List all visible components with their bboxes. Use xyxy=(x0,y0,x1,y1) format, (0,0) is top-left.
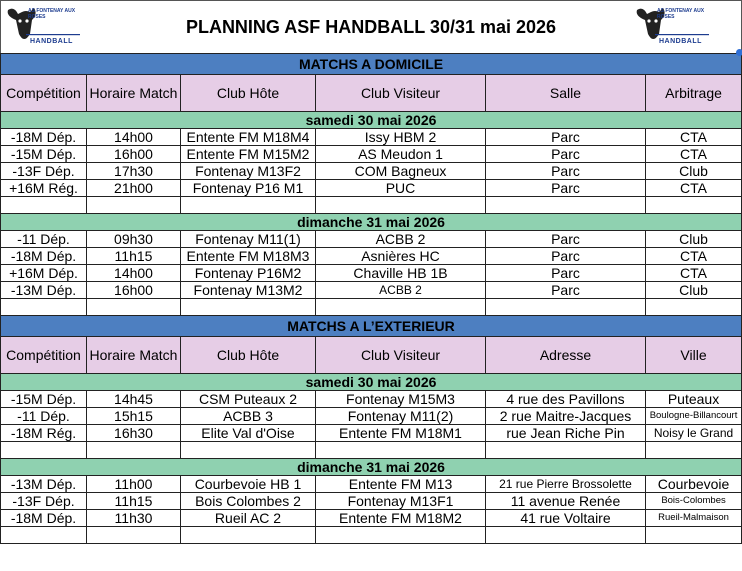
match-cell: Parc xyxy=(486,282,646,299)
section-title: MATCHS A L’EXTERIEUR xyxy=(1,316,742,337)
column-header: Horaire Match xyxy=(87,337,181,374)
match-cell: Asnières HC xyxy=(316,248,486,265)
empty-cell xyxy=(181,442,316,459)
match-cell: Courbevoie HB 1 xyxy=(181,476,316,493)
match-cell: Club xyxy=(646,282,742,299)
match-cell: -18M Dép. xyxy=(1,248,87,265)
match-cell: -13F Dép. xyxy=(1,163,87,180)
column-header: Club Hôte xyxy=(181,75,316,112)
empty-cell xyxy=(87,442,181,459)
match-cell: ACBB 2 xyxy=(316,231,486,248)
match-cell: Parc xyxy=(486,129,646,146)
page-title: PLANNING ASF HANDBALL 30/31 mai 2026 xyxy=(185,17,557,37)
date-label: samedi 30 mai 2026 xyxy=(1,374,742,391)
match-cell: CTA xyxy=(646,146,742,163)
match-cell: -15M Dép. xyxy=(1,146,87,163)
match-cell: Boulogne-Billancourt xyxy=(646,408,742,425)
match-cell: -18M Dép. xyxy=(1,129,87,146)
match-cell: Parc xyxy=(486,231,646,248)
date-label: samedi 30 mai 2026 xyxy=(1,112,742,129)
column-header: Club Hôte xyxy=(181,337,316,374)
selection-handle[interactable] xyxy=(736,49,742,56)
match-cell: Entente FM M18M2 xyxy=(316,510,486,527)
match-cell: 11h30 xyxy=(87,510,181,527)
home-section-header xyxy=(1,54,742,75)
match-cell: Elite Val d'Oise xyxy=(181,425,316,442)
date-row xyxy=(1,374,742,391)
match-cell: 14h45 xyxy=(87,391,181,408)
match-cell: -13F Dép. xyxy=(1,493,87,510)
column-header: Arbitrage xyxy=(646,75,742,112)
match-cell: CTA xyxy=(646,248,742,265)
page-header xyxy=(0,0,742,53)
match-cell: 14h00 xyxy=(87,265,181,282)
match-cell: Bois-Colombes xyxy=(646,493,742,510)
match-cell: -13M Dép. xyxy=(1,476,87,493)
match-cell: 16h00 xyxy=(87,282,181,299)
match-row xyxy=(1,248,742,265)
match-cell: Entente FM M18M4 xyxy=(181,129,316,146)
empty-cell xyxy=(486,442,646,459)
match-cell: Entente FM M15M2 xyxy=(181,146,316,163)
match-cell: ACBB 2 xyxy=(316,282,486,299)
match-cell: 11h15 xyxy=(87,248,181,265)
match-cell: -11 Dép. xyxy=(1,408,87,425)
match-cell: Entente FM M18M3 xyxy=(181,248,316,265)
match-cell: Fontenay M13F2 xyxy=(181,163,316,180)
match-cell: Entente FM M18M1 xyxy=(316,425,486,442)
match-cell: Club xyxy=(646,163,742,180)
date-row xyxy=(1,459,742,476)
empty-cell xyxy=(316,442,486,459)
empty-cell xyxy=(1,527,87,544)
away-column-headers xyxy=(1,337,742,374)
match-cell: 21 rue Pierre Brossolette xyxy=(486,476,646,493)
match-cell: 17h30 xyxy=(87,163,181,180)
match-cell: -13M Dép. xyxy=(1,282,87,299)
column-header: Horaire Match xyxy=(87,75,181,112)
match-cell: 4 rue des Pavillons xyxy=(486,391,646,408)
empty-cell xyxy=(316,527,486,544)
date-row xyxy=(1,214,742,231)
match-cell: CTA xyxy=(646,180,742,197)
empty-cell xyxy=(181,527,316,544)
empty-cell xyxy=(646,442,742,459)
match-cell: CTA xyxy=(646,129,742,146)
match-cell: Parc xyxy=(486,163,646,180)
match-cell: ACBB 3 xyxy=(181,408,316,425)
match-row xyxy=(1,391,742,408)
empty-cell xyxy=(181,299,316,316)
match-cell: COM Bagneux xyxy=(316,163,486,180)
match-row xyxy=(1,180,742,197)
empty-cell xyxy=(316,299,486,316)
away-section-header xyxy=(1,316,742,337)
match-cell: Issy HBM 2 xyxy=(316,129,486,146)
match-cell: CTA xyxy=(646,265,742,282)
match-row xyxy=(1,282,742,299)
match-row xyxy=(1,265,742,282)
match-cell: 14h00 xyxy=(87,129,181,146)
match-row xyxy=(1,493,742,510)
empty-cell xyxy=(316,197,486,214)
match-cell: -18M Dép. xyxy=(1,510,87,527)
match-cell: Fontenay M13F1 xyxy=(316,493,486,510)
match-cell: -11 Dép. xyxy=(1,231,87,248)
club-logo-right xyxy=(633,4,711,50)
match-cell: Noisy le Grand xyxy=(646,425,742,442)
match-cell: Parc xyxy=(486,146,646,163)
match-cell: Entente FM M13 xyxy=(316,476,486,493)
empty-row xyxy=(1,197,742,214)
empty-cell xyxy=(646,527,742,544)
match-cell: Rueil-Malmaison xyxy=(646,510,742,527)
empty-cell xyxy=(1,442,87,459)
empty-cell xyxy=(87,527,181,544)
match-row xyxy=(1,146,742,163)
match-cell: Fontenay M13M2 xyxy=(181,282,316,299)
match-cell: 16h00 xyxy=(87,146,181,163)
match-cell: Parc xyxy=(486,248,646,265)
column-header: Club Visiteur xyxy=(316,337,486,374)
empty-cell xyxy=(486,197,646,214)
match-cell: Rueil AC 2 xyxy=(181,510,316,527)
match-cell: CSM Puteaux 2 xyxy=(181,391,316,408)
match-cell: 41 rue Voltaire xyxy=(486,510,646,527)
empty-cell xyxy=(1,197,87,214)
date-row xyxy=(1,112,742,129)
match-row xyxy=(1,231,742,248)
match-cell: Fontenay P16 M1 xyxy=(181,180,316,197)
match-row xyxy=(1,408,742,425)
match-cell: AS Meudon 1 xyxy=(316,146,486,163)
column-header: Ville xyxy=(646,337,742,374)
match-cell: 15h15 xyxy=(87,408,181,425)
empty-cell xyxy=(486,299,646,316)
match-cell: 11h15 xyxy=(87,493,181,510)
match-cell: Bois Colombes 2 xyxy=(181,493,316,510)
match-cell: Parc xyxy=(486,265,646,282)
match-row xyxy=(1,163,742,180)
empty-cell xyxy=(646,299,742,316)
match-cell: +16M Rég. xyxy=(1,180,87,197)
column-header: Compétition xyxy=(1,75,87,112)
match-cell: Courbevoie xyxy=(646,476,742,493)
logo-word-right: HANDBALL xyxy=(659,38,702,45)
match-cell: Fontenay M11(2) xyxy=(316,408,486,425)
match-cell: 09h30 xyxy=(87,231,181,248)
empty-row xyxy=(1,299,742,316)
match-cell: PUC xyxy=(316,180,486,197)
empty-cell xyxy=(1,299,87,316)
match-cell: 2 rue Maitre-Jacques xyxy=(486,408,646,425)
match-cell: rue Jean Riche Pin xyxy=(486,425,646,442)
home-column-headers xyxy=(1,75,742,112)
logo-word-left: HANDBALL xyxy=(30,38,73,45)
match-cell: Club xyxy=(646,231,742,248)
match-cell: 11h00 xyxy=(87,476,181,493)
match-cell: Parc xyxy=(486,180,646,197)
column-header: Club Visiteur xyxy=(316,75,486,112)
match-row xyxy=(1,476,742,493)
date-label: dimanche 31 mai 2026 xyxy=(1,214,742,231)
empty-cell xyxy=(87,299,181,316)
empty-cell xyxy=(486,527,646,544)
column-header: Salle xyxy=(486,75,646,112)
empty-row xyxy=(1,527,742,544)
match-cell: Fontenay P16M2 xyxy=(181,265,316,282)
match-cell: 21h00 xyxy=(87,180,181,197)
logo-text-right: AS FONTENAY AUX ROSES xyxy=(657,8,705,20)
match-cell: Fontenay M11(1) xyxy=(181,231,316,248)
match-cell: Chaville HB 1B xyxy=(316,265,486,282)
match-row xyxy=(1,129,742,146)
empty-cell xyxy=(646,197,742,214)
empty-cell xyxy=(87,197,181,214)
date-label: dimanche 31 mai 2026 xyxy=(1,459,742,476)
match-cell: 16h30 xyxy=(87,425,181,442)
column-header: Compétition xyxy=(1,337,87,374)
empty-row xyxy=(1,442,742,459)
logo-text-left: AS FONTENAY AUX ROSES xyxy=(28,8,76,20)
match-cell: -18M Rég. xyxy=(1,425,87,442)
schedule-table xyxy=(0,53,742,544)
column-header: Adresse xyxy=(486,337,646,374)
match-row xyxy=(1,510,742,527)
empty-cell xyxy=(181,197,316,214)
section-title: MATCHS A DOMICILE xyxy=(1,54,742,75)
match-cell: 11 avenue Renée xyxy=(486,493,646,510)
match-cell: +16M Dép. xyxy=(1,265,87,282)
match-cell: Fontenay M15M3 xyxy=(316,391,486,408)
match-row xyxy=(1,425,742,442)
match-cell: -15M Dép. xyxy=(1,391,87,408)
match-cell: Puteaux xyxy=(646,391,742,408)
